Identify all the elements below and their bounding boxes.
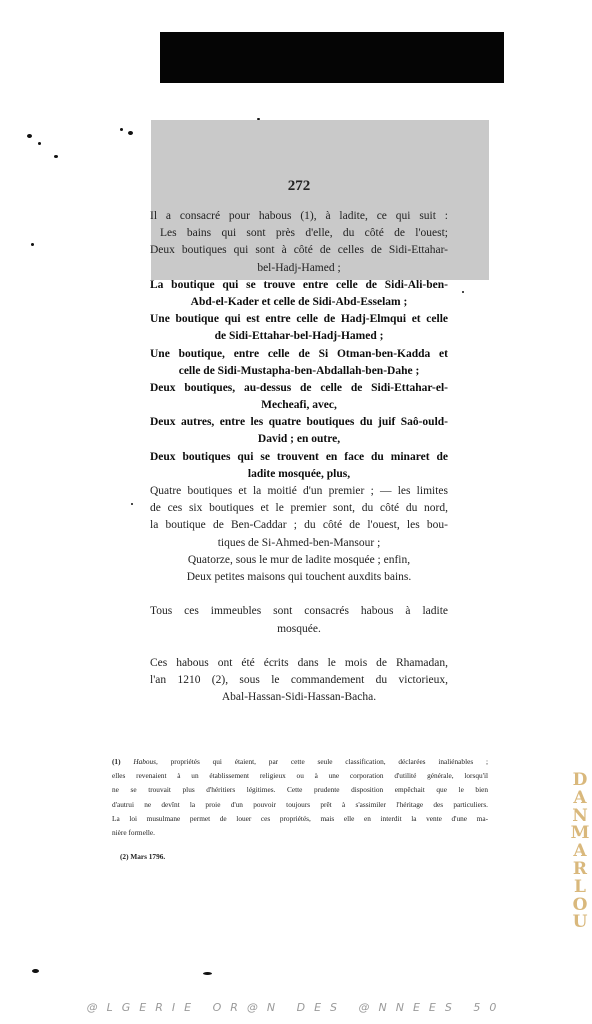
scan-speck bbox=[120, 128, 123, 131]
body-line: Abd-el-Kader et celle de Sidi-Abd-Esselam ; bbox=[190, 295, 408, 308]
scan-speck bbox=[257, 118, 260, 120]
footnote-1-label: (1) bbox=[112, 757, 121, 766]
body-line: de Sidi-Ettahar-bel-Hadj-Hamed ; bbox=[214, 330, 384, 343]
body-line: celle de Sidi-Mustapha-ben-Abdallah-ben-Dahe ; bbox=[178, 364, 420, 377]
body-line: Il a consacré pour habous (1), à ladite, ce qui suit : bbox=[150, 210, 448, 222]
scan-speck bbox=[131, 503, 133, 505]
footnote-1-text: propriétés qui étaient, par cette seule classification, déclarées inaliénables ; bbox=[170, 757, 488, 766]
footnote-line: La loi musulmane permet de louer ces propriétés, mais elle en interdit la vente d'une ma- bbox=[112, 813, 488, 823]
vertical-watermark: DANMARLOU bbox=[570, 770, 590, 933]
page-number: 272 bbox=[287, 178, 311, 194]
footnote-1-first-line bbox=[112, 755, 488, 769]
body-line: Une boutique qui est entre celle de Hadj-Elmqui et celle bbox=[150, 313, 448, 326]
scan-speck bbox=[462, 291, 464, 293]
body-line: l'an 1210 (2), sous le commandement du victorieux, bbox=[150, 674, 448, 687]
body-line: Deux boutiques qui se trouvent en face du minaret de bbox=[150, 450, 448, 463]
body-line: David ; en outre, bbox=[257, 433, 341, 446]
body-line: tiques de Si-Ahmed-ben-Mansour ; bbox=[217, 536, 381, 549]
body-line: Abal-Hassan-Sidi-Hassan-Bacha. bbox=[221, 691, 377, 704]
body-line: Deux autres, entre les quatre boutiques du juif Saô-ould- bbox=[150, 416, 448, 429]
body-line: Deux petites maisons qui touchent auxdits bains. bbox=[186, 570, 412, 583]
scan-speck bbox=[203, 972, 212, 975]
scan-speck bbox=[32, 969, 39, 973]
footer-watermark: @LGERIE OR@N DES @NNEES 50 bbox=[86, 1001, 506, 1014]
footnote-line: ne se trouvait plus d'héritiers légitimes. Cette prudente disposition empêchait que le bien bbox=[112, 785, 488, 795]
body-line: Ces habous ont été écrits dans le mois de Rhamadan, bbox=[150, 656, 448, 669]
body-line: ladite mosquée, plus, bbox=[247, 467, 351, 480]
body-line: Quatorze, sous le mur de ladite mosquée ; enfin, bbox=[187, 553, 411, 566]
body-line: La boutique qui se trouve entre celle de Sidi-Ali-ben- bbox=[150, 278, 448, 291]
scan-speck bbox=[54, 155, 58, 158]
footnote-2: (2) Mars 1796. bbox=[120, 852, 166, 862]
body-line: Une boutique, entre celle de Si Otman-ben-Kadda et bbox=[150, 347, 448, 360]
body-line: de ces six boutiques et le premier sont, du côté du nord, bbox=[150, 502, 448, 515]
footnote-line: d'autrui ne devînt la proie d'un pouvoir toujours prêt à s'assimiler l'héritage des particuliers. bbox=[112, 799, 488, 809]
body-line: Deux boutiques qui sont à côté de celles de Sidi-Ettahar- bbox=[150, 244, 448, 257]
body-line: la boutique de Ben-Caddar ; du côté de l'ouest, les bou- bbox=[150, 519, 448, 532]
paragraph-gap bbox=[150, 586, 448, 603]
body-line: mosquée. bbox=[277, 622, 321, 635]
body-line: Deux boutiques, au-dessus de celle de Sidi-Ettahar-el- bbox=[150, 381, 448, 394]
scan-speck bbox=[27, 134, 32, 138]
paragraph-gap bbox=[150, 638, 448, 655]
footnote-line: elles revenaient à un établissement religieux ou à une corporation d'utilité générale, lorsqu'il bbox=[112, 771, 488, 781]
body-line: Mecheafi, avec, bbox=[261, 399, 337, 412]
footnote-1-term: Habous, bbox=[133, 757, 158, 766]
scan-speck bbox=[38, 142, 41, 145]
footnote-line: nière formelle. bbox=[112, 828, 155, 838]
body-line: bel-Hadj-Hamed ; bbox=[257, 261, 341, 274]
document-body bbox=[150, 208, 448, 706]
body-line: Tous ces immeubles sont consacrés habous à ladite bbox=[150, 605, 448, 618]
redaction-bar bbox=[160, 32, 504, 83]
scan-speck bbox=[31, 243, 34, 246]
body-line: Les bains qui sont près d'elle, du côté de l'ouest; bbox=[160, 227, 448, 240]
footnotes bbox=[112, 755, 488, 864]
scan-speck bbox=[128, 131, 133, 135]
body-line: Quatre boutiques et la moitié d'un premier ; — les limites bbox=[150, 485, 448, 497]
